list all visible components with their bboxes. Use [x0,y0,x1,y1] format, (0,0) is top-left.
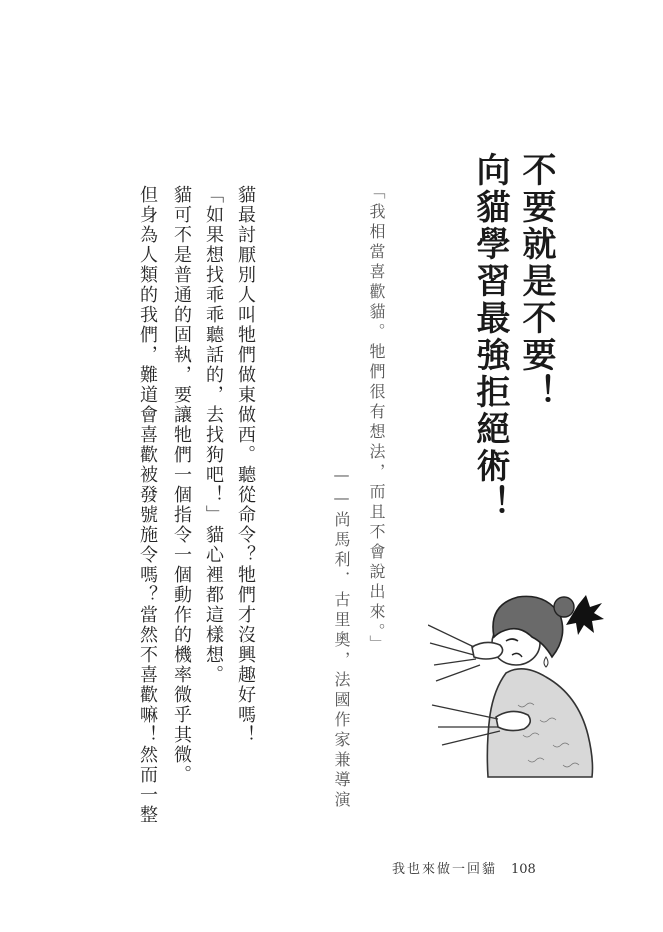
running-title: 我也來做一回貓 [392,862,498,877]
page-number: 108 [511,862,536,877]
title-line-1: 不要就是不要！ [516,152,556,411]
body-line-2: 「如果想找乖乖聽話的，去找狗吧！」貓心裡都這樣想。 [203,185,224,685]
title-line-2: 向貓學習最強拒絕術！ [470,152,510,522]
body-line-3: 貓可不是普通的固執，要讓牠們一個指令一個動作的機率微乎其微。 [171,185,192,785]
body-line-4: 但身為人類的我們，難道會喜歡被發號施令嗎？當然不喜歡嘛！然而一整 [137,185,158,825]
epigraph-attribution: ——尚馬利．古里奧，法國作家兼導演 [332,465,351,811]
body-line-1: 貓最討厭別人叫牠們做東做西。聽從命令？牠們才沒興趣好嗎！ [235,185,256,745]
woman-refusing-pushing-hands-icon [428,585,628,784]
page-footer [392,858,536,877]
epigraph-quote: 「我相當喜歡貓。牠們很有想法，而且不會說出來。」 [367,183,386,655]
